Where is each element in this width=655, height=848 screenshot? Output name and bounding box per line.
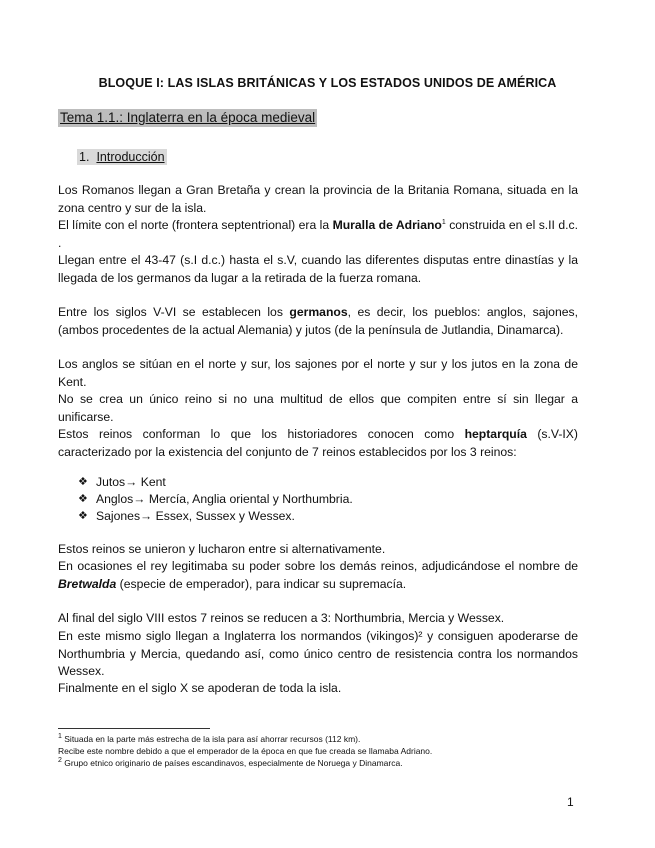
section-heading [77, 149, 167, 165]
paragraph-text: El límite con el norte (frontera septentrional) era la [58, 218, 333, 232]
paragraph [58, 426, 578, 461]
paragraph [58, 217, 578, 252]
footnote [58, 734, 360, 745]
paragraph: Estos reinos se unieron y lucharon entre si alternativamente. [58, 542, 386, 556]
list-item [78, 508, 353, 525]
footnote-ref: 1 [441, 218, 446, 226]
paragraph: Los anglos se sitúan en el norte y sur, los sajones por el norte y sur y los jutos en la zona de Kent. [58, 357, 578, 389]
paragraph-text: Estos reinos conforman lo que los historiadores conocen como [58, 427, 465, 441]
diamond-bullet-icon: ❖ [78, 510, 88, 522]
paragraph-text: Entre los siglos V-VI se establecen los [58, 305, 290, 319]
footnote-text: Situada en la parte más estrecha de la isla para así ahorrar recursos (112 km). [61, 734, 361, 744]
paragraph-bold-term: germanos [289, 305, 348, 319]
footnote [58, 758, 403, 769]
tema-heading: Tema 1.1.: Inglaterra en la época medieval [60, 110, 316, 125]
paragraph: En este mismo siglo llegan a Inglaterra los normandos (vikingos)² y consiguen apoderarse de Northumbria y Mercia, quedando así, como único centro de resistencia contra los normandos Wessex. [58, 629, 578, 678]
paragraph-text: (s.V-IX) caracterizado por la existencia del conjunto de 7 reinos establecidos por los 3 reinos: [58, 427, 578, 459]
footnote-marker: 2 [58, 757, 62, 765]
footnote-divider [58, 728, 210, 729]
list-item [78, 491, 353, 508]
kingdom-list [78, 474, 353, 525]
list-item-text: Anglos→ Mercía, Anglia oriental y Northumbria. [96, 492, 353, 506]
paragraph-bold-term: Bretwalda [58, 576, 117, 591]
paragraph-bold-term: heptarquía [464, 427, 527, 441]
paragraph: No se crea un único reino si no una multitud de ellos que compiten entre sí sin llegar a unificarse. [58, 392, 578, 424]
paragraph-text: (especie de emperador), para indicar su supremacía. [116, 576, 407, 591]
list-item-text: Jutos→ Kent [96, 475, 166, 489]
paragraph: Al final del siglo VIII estos 7 reinos se reducen a 3: Northumbria, Mercia y Wessex. [58, 611, 505, 625]
paragraph [58, 558, 578, 593]
page-number: 1 [567, 795, 574, 809]
paragraph: Llegan entre el 43-47 (s.I d.c.) hasta el s.V, cuando las diferentes disputas entre dinastías y la llegada de los germanos da lugar a la retirada de la fuerza romana. [58, 253, 578, 285]
footnote-marker: 1 [58, 733, 62, 741]
paragraph-text: En ocasiones el rey legitimaba su poder sobre los demás reinos, adjudicándose el nombre de [58, 559, 578, 573]
diamond-bullet-icon: ❖ [78, 476, 88, 488]
paragraph-bold-term: Muralla de Adriano [332, 218, 442, 232]
paragraph-text: , es decir, los pueblos: anglos, sajones, (ambos procedentes de la actual Alemania) y jutos (de la península de Jutlandia, Dinamarca). [58, 305, 578, 337]
paragraph-text: construida en el s.II d.c. . [58, 218, 578, 250]
diamond-bullet-icon: ❖ [78, 493, 88, 505]
section-number: 1. [79, 150, 90, 164]
section-title: Introducción [96, 150, 165, 164]
list-item [78, 474, 353, 491]
footnote: Recibe este nombre debido a que el emperador de la época en que fue creada se llamaba Adriano. [58, 746, 433, 756]
paragraph [58, 304, 578, 339]
list-item-text: Sajones→ Essex, Sussex y Wessex. [96, 509, 295, 523]
paragraph: Los Romanos llegan a Gran Bretaña y crean la provincia de la Britania Romana, situada en la zona centro y sur de la isla. [58, 183, 578, 215]
paragraph: Finalmente en el siglo X se apoderan de toda la isla. [58, 681, 342, 695]
page-title: BLOQUE I: LAS ISLAS BRITÁNICAS Y LOS ESTADOS UNIDOS DE AMÉRICA [98, 76, 557, 90]
footnote-text: Grupo etnico originario de países escandinavos, especialmente de Noruega y Dinamarca. [61, 758, 403, 768]
